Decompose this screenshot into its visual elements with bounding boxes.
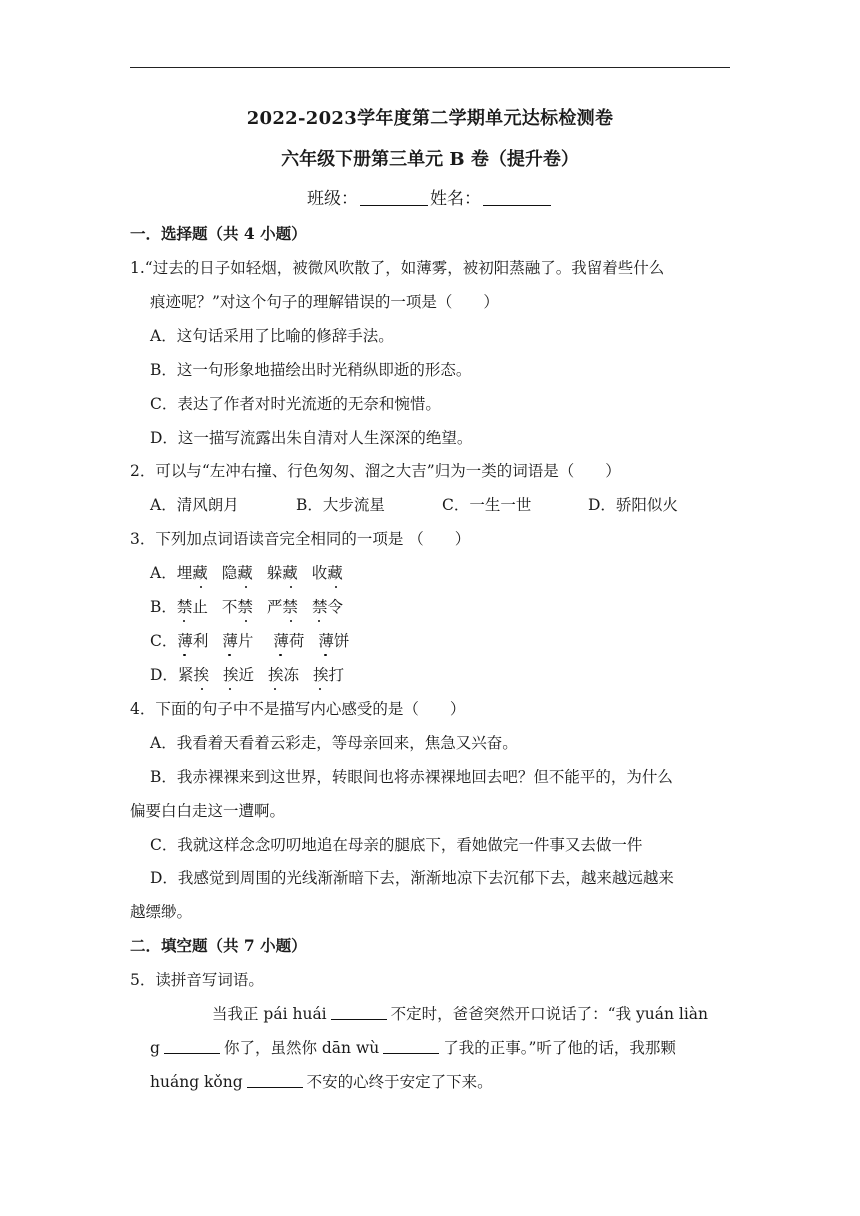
- emphasis-dot: [279, 654, 282, 657]
- q3-option-b: [150, 597, 750, 617]
- word-text: 挨近: [222, 666, 254, 684]
- dotted-word: [177, 563, 208, 583]
- word-text: 挨打: [312, 666, 344, 684]
- q1-stem-line2: 痕迹呢？”对这个句子的理解错误的一项是（ ）: [150, 293, 499, 311]
- word-text: 薄利: [177, 632, 209, 650]
- q3-b-label: B．: [150, 598, 177, 616]
- dotted-word: [312, 563, 343, 583]
- emphasis-dot: [245, 586, 248, 589]
- q3-option-d: [150, 665, 750, 685]
- q3-a-label: A．: [150, 564, 177, 582]
- dotted-word: [267, 597, 298, 617]
- q5-passage-line2: [150, 1038, 750, 1058]
- q5-text: 了我的正事。”听了他的话，我那颗: [443, 1039, 676, 1057]
- q1-stem-line1: 1.“过去的日子如轻烟，被微风吹散了，如薄雾，被初阳蒸融了。我留着些什么: [130, 259, 665, 277]
- dotted-word: [222, 631, 253, 651]
- q4-option-b-line1: B．我赤裸裸来到这世界，转眼间也将赤裸裸地回去吧？但不能平的，为什么: [150, 768, 673, 786]
- q1-option-a: A．这句话采用了比喻的修辞手法。: [150, 327, 394, 345]
- class-label: 班级：: [307, 189, 358, 209]
- q2-stem: 2．可以与“左冲右撞、行色匆匆、溜之大吉”归为一类的词语是（ ）: [130, 462, 621, 480]
- class-blank[interactable]: [360, 191, 428, 206]
- dotted-word: [312, 597, 343, 617]
- dotted-word: [177, 597, 208, 617]
- q4-option-c: C．我就这样念念叨叨地追在母亲的腿底下，看她做完一件事又去做一件: [150, 836, 643, 854]
- word-text: 收藏: [311, 564, 343, 582]
- section-1-heading: 一．选择题（共 4 小题）: [130, 224, 307, 243]
- emphasis-dot: [228, 654, 231, 657]
- q3-d-label: D．: [150, 666, 178, 684]
- dotted-word: [178, 665, 209, 685]
- q3-c-label: C．: [150, 632, 178, 650]
- q5-answer-blank-2[interactable]: [164, 1039, 220, 1054]
- student-info: [130, 184, 730, 209]
- word-text: 不禁: [221, 598, 253, 616]
- q4-option-d-line2: 越缥缈。: [130, 903, 193, 921]
- q3-stem: 3．下列加点词语读音完全相同的一项是 （ ）: [130, 530, 471, 548]
- q1-option-d: D．这一描写流露出朱自清对人生深深的绝望。: [150, 429, 473, 447]
- word-text: 挨冻: [267, 666, 299, 684]
- emphasis-dot: [335, 586, 338, 589]
- emphasis-dot: [318, 620, 321, 623]
- emphasis-dot: [290, 620, 293, 623]
- q5-passage-line3: [150, 1072, 750, 1092]
- emphasis-dot: [183, 620, 186, 623]
- word-text: 紧挨: [177, 666, 209, 684]
- q5-answer-blank-1[interactable]: [331, 1005, 387, 1020]
- header-rule: [130, 67, 730, 68]
- q4-stem: 4．下面的句子中不是描写内心感受的是（ ）: [130, 700, 466, 718]
- q2-option-b: B．大步流星: [296, 496, 385, 514]
- q1-option-c: C．表达了作者对时光流逝的无奈和惋惜。: [150, 395, 441, 413]
- q4-option-d-line1: D．我感觉到周围的光线渐渐暗下去，渐渐地凉下去沉郁下去，越来越远越来: [150, 869, 674, 887]
- q5-text: huáng kǒng: [150, 1073, 243, 1091]
- q4-option-b-line2: 偏要白白走这一遭啊。: [130, 802, 286, 820]
- q2-option-a: A．清风朗月: [150, 496, 239, 514]
- emphasis-dot: [245, 620, 248, 623]
- section-2-heading: 二．填空题（共 7 小题）: [130, 936, 307, 955]
- dotted-word: [313, 665, 344, 685]
- emphasis-dot: [324, 654, 327, 657]
- dotted-word: [268, 665, 299, 685]
- dotted-word: [222, 563, 253, 583]
- emphasis-dot: [319, 688, 322, 691]
- word-text: 严禁: [266, 598, 298, 616]
- word-text: 薄片: [222, 632, 254, 650]
- dotted-word: [222, 597, 253, 617]
- q5-text: 不安的心终于安定了下来。: [306, 1073, 493, 1091]
- emphasis-dot: [274, 688, 277, 691]
- word-text: 禁止: [176, 598, 208, 616]
- dotted-word: [177, 631, 208, 651]
- q2-option-c: C．一生一世: [442, 496, 532, 514]
- q2-options: [150, 495, 750, 515]
- word-text: 埋藏: [176, 564, 208, 582]
- emphasis-dot: [201, 688, 204, 691]
- q3-option-c: [150, 631, 750, 651]
- q5-text: 不定时，爸爸突然开口说话了：“我 yuán liàn: [390, 1005, 709, 1023]
- emphasis-dot: [183, 654, 186, 657]
- word-text: 隐藏: [221, 564, 253, 582]
- exam-subtitle: 六年级下册第三单元 B 卷（提升卷）: [281, 149, 579, 170]
- q5-text: 你了，虽然你 dān wù: [223, 1039, 380, 1057]
- q5-passage-line1: [212, 1004, 812, 1024]
- name-label: 姓名：: [430, 189, 481, 209]
- exam-title: 2022-2023学年度第二学期单元达标检测卷: [246, 108, 614, 129]
- dotted-word: [318, 631, 349, 651]
- word-text: 躲藏: [266, 564, 298, 582]
- emphasis-dot: [290, 586, 293, 589]
- q3-option-a: [150, 563, 750, 583]
- word-text: 薄饼: [318, 632, 350, 650]
- name-blank[interactable]: [483, 191, 551, 206]
- q1-option-b: B．这一句形象地描绘出时光稍纵即逝的形态。: [150, 361, 472, 379]
- q2-option-d: D．骄阳似火: [588, 496, 678, 514]
- q5-text: g: [150, 1039, 160, 1057]
- dotted-word: [267, 563, 298, 583]
- emphasis-dot: [200, 586, 203, 589]
- dotted-word: [223, 665, 254, 685]
- q5-text: 当我正 pái huái: [212, 1005, 327, 1023]
- q5-answer-blank-4[interactable]: [247, 1073, 303, 1088]
- word-text: 薄荷: [273, 632, 305, 650]
- q5-answer-blank-3[interactable]: [383, 1039, 439, 1054]
- word-text: 禁令: [311, 598, 343, 616]
- dotted-word: [273, 631, 304, 651]
- q5-stem: 5．读拼音写词语。: [130, 971, 264, 989]
- q4-option-a: A．我看着天看着云彩走，等母亲回来，焦急又兴奋。: [150, 734, 518, 752]
- emphasis-dot: [229, 688, 232, 691]
